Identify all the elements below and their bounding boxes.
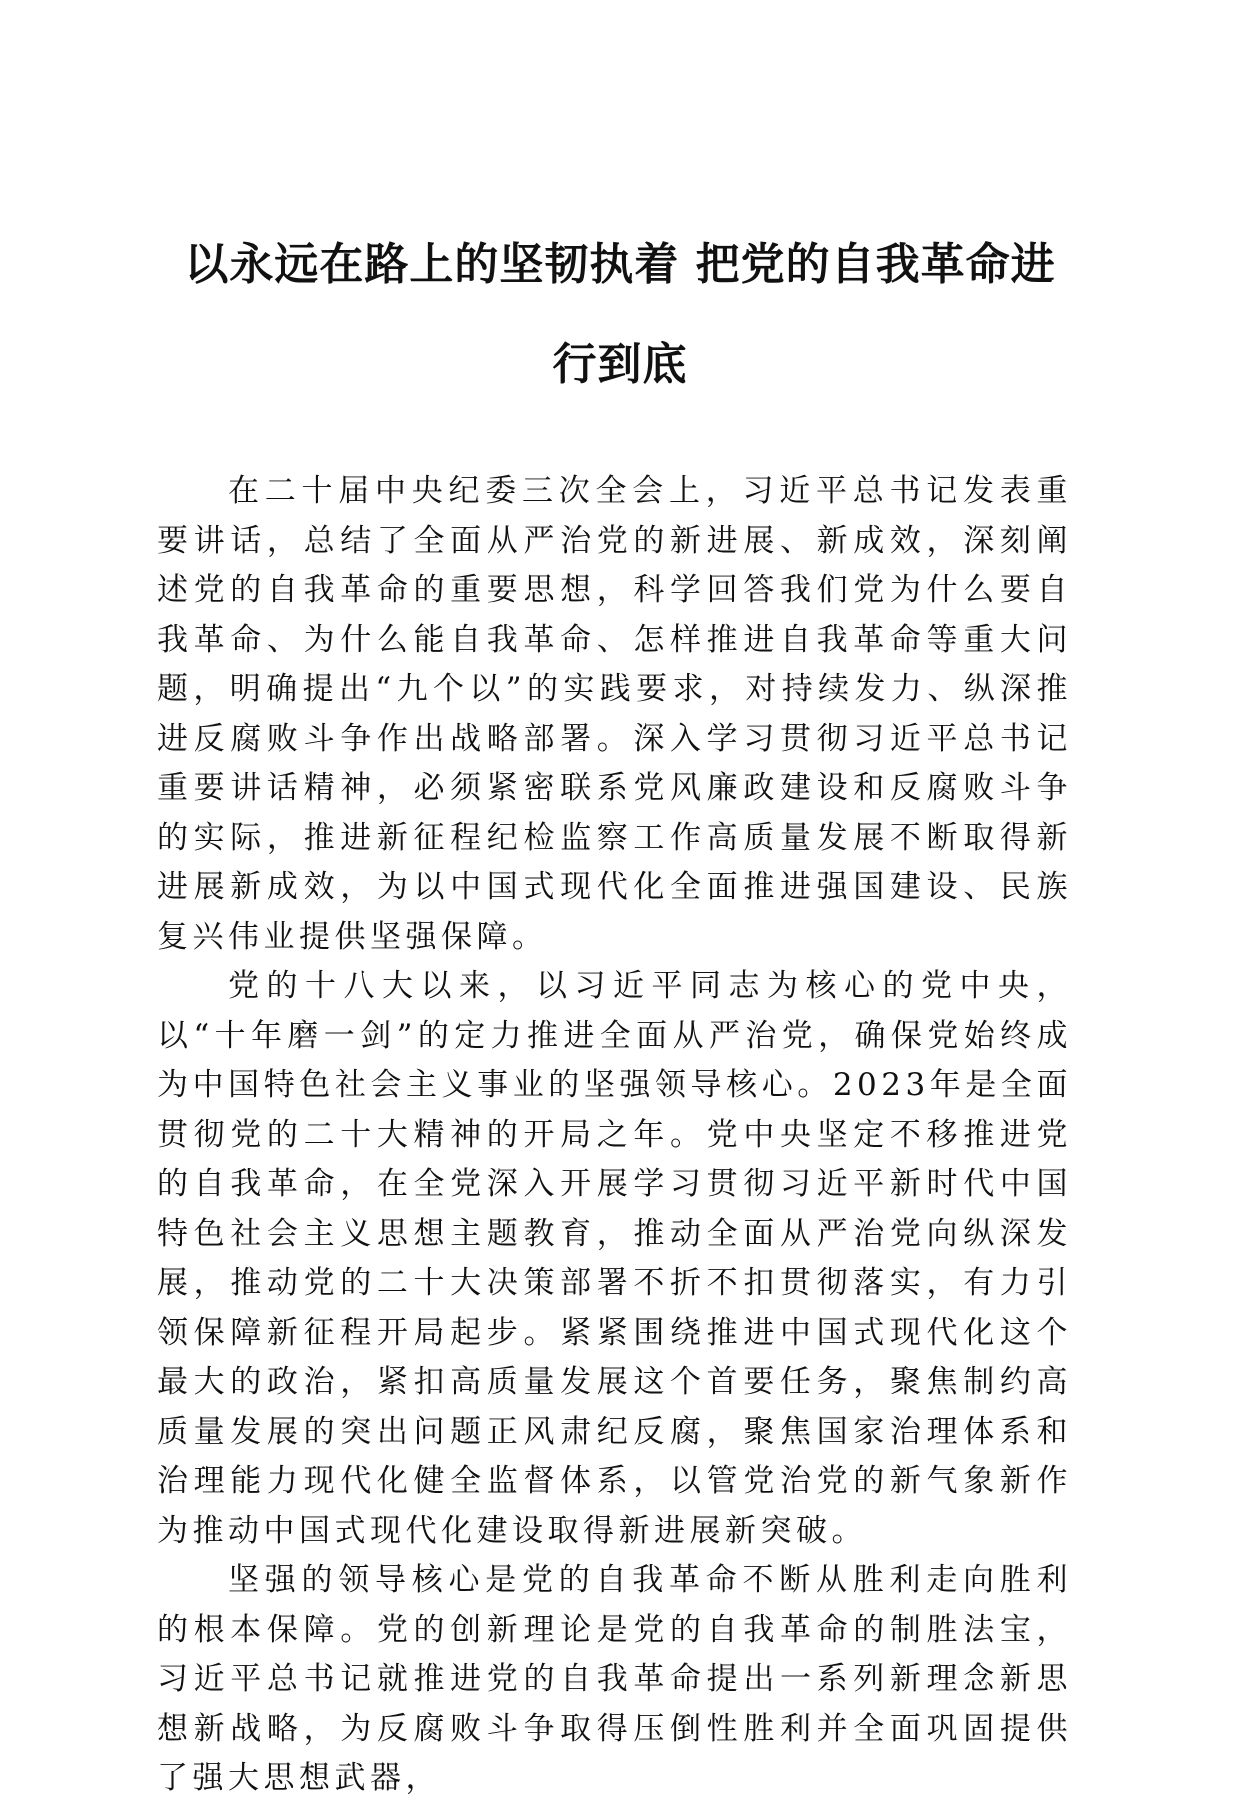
title-line-1: 以永远在路上的坚韧执着 把党的自我革命进 <box>184 239 1056 290</box>
document-title <box>150 215 1090 415</box>
document-body <box>157 467 1072 1804</box>
paragraph-2: 党的十八大以来，以习近平同志为核心的党中央，以“十年磨一剑”的定力推进全面从严治党，确保党始终成为中国特色社会主义事业的坚强领导核心。2023年是全面贯彻党的二十大精神的开局之年。党中央坚定不移推进党的自我革命，在全党深入开展学习贯彻习近平新时代中国特色社会主义思想主题教育，推动全面从严治党向纵深发展，推动党的二十大决策部署不折不扣贯彻落实，有力引领保障新征程开局起步。紧紧围绕推进中国式现代化这个最大的政治，紧扣高质量发展这个首要任务，聚焦制约高质量发展的突出问题正风肃纪反腐，聚焦国家治理体系和治理能力现代化健全监督体系，以管党治党的新气象新作为推动中国式现代化建设取得新进展新突破。 <box>157 968 1072 1549</box>
paragraph-3: 坚强的领导核心是党的自我革命不断从胜利走向胜利的根本保障。党的创新理论是党的自我革命的制胜法宝，习近平总书记就推进党的自我革命提出一系列新理念新思想新战略，为反腐败斗争取得压倒性胜利并全面巩固提供了强大思想武器， <box>157 1562 1072 1796</box>
title-line-2: 行到底 <box>552 339 688 390</box>
paragraph-1: 在二十届中央纪委三次全会上，习近平总书记发表重要讲话，总结了全面从严治党的新进展、新成效，深刻阐述党的自我革命的重要思想，科学回答我们党为什么要自我革命、为什么能自我革命、怎样推进自我革命等重大问题，明确提出“九个以”的实践要求，对持续发力、纵深推进反腐败斗争作出战略部署。深入学习贯彻习近平总书记重要讲话精神，必须紧密联系党风廉政建设和反腐败斗争的实际，推进新征程纪检监察工作高质量发展不断取得新进展新成效，为以中国式现代化全面推进强国建设、民族复兴伟业提供坚强保障。 <box>157 473 1072 955</box>
